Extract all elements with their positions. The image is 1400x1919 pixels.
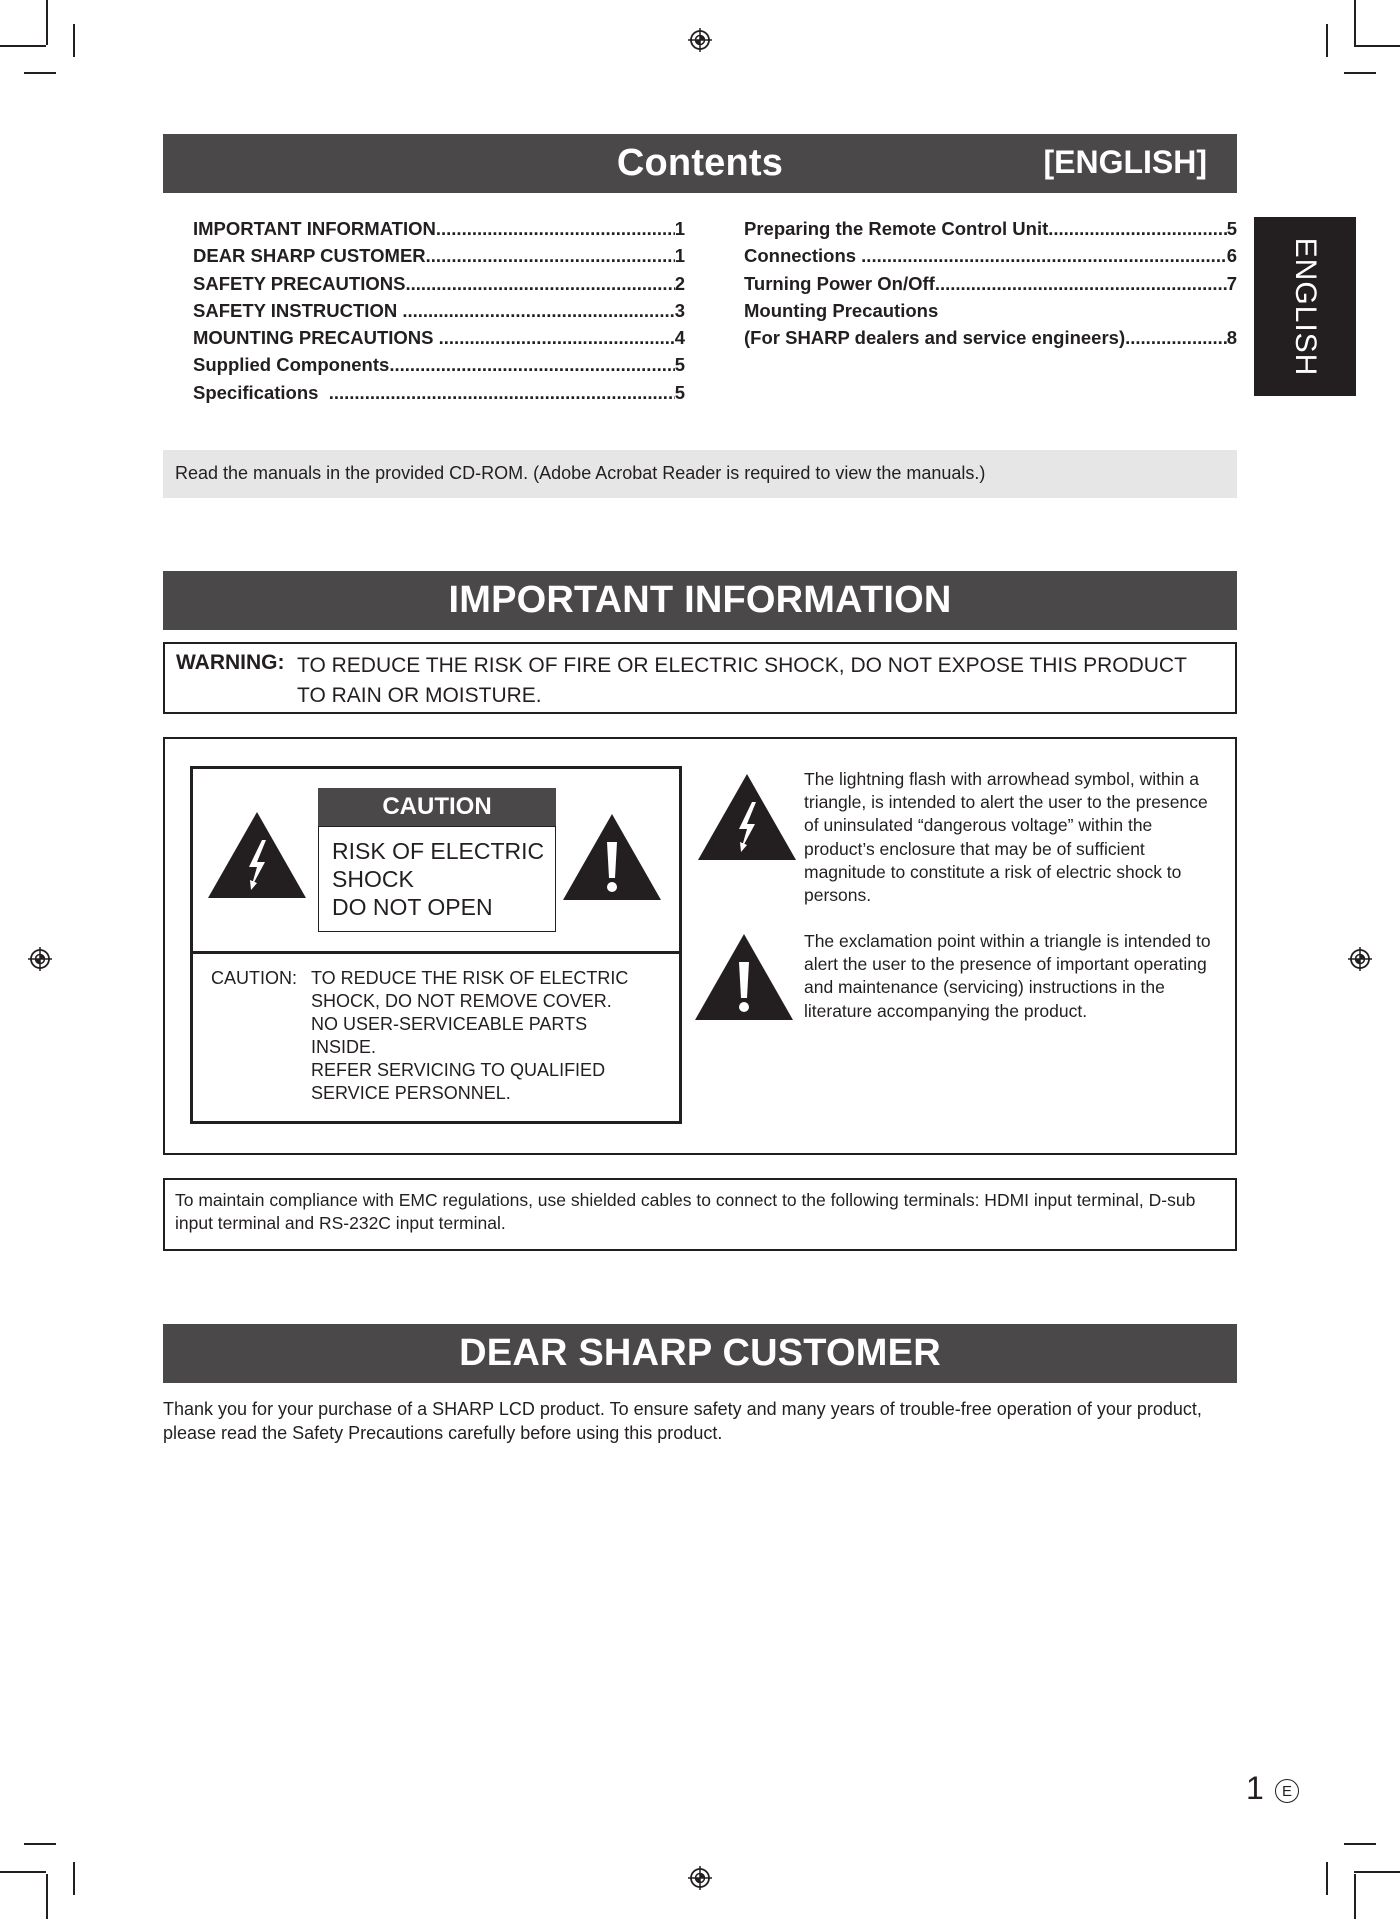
manual-note: Read the manuals in the provided CD-ROM. (Adobe Acrobat Reader is required to view the manuals.) — [163, 450, 1237, 498]
caution-note-line: TO REDUCE THE RISK OF ELECTRIC — [311, 968, 629, 988]
dear-customer-title: DEAR SHARP CUSTOMER — [459, 1332, 941, 1374]
registration-mark-icon — [688, 28, 712, 52]
toc-entry-title: Preparing the Remote Control Unit — [744, 218, 1049, 239]
toc-entry[interactable] — [744, 327, 1237, 354]
caution-note-line: SERVICE PERSONNEL. — [311, 1083, 511, 1103]
toc-leader — [439, 327, 675, 349]
crop-mark — [0, 45, 46, 47]
toc-entry[interactable] — [744, 273, 1237, 300]
toc-entry-title: MOUNTING PRECAUTIONS — [193, 327, 439, 349]
crop-mark — [1344, 1843, 1376, 1845]
registration-mark-icon — [28, 947, 52, 971]
toc-entry[interactable] — [744, 245, 1237, 272]
exclamation-triangle-icon — [693, 932, 795, 1022]
caution-heading: CAUTION — [318, 788, 556, 826]
page-language-mark: E — [1275, 1779, 1299, 1803]
caution-note-line: NO USER-SERVICEABLE PARTS — [311, 1014, 588, 1034]
caution-note-line: SHOCK, DO NOT REMOVE COVER. — [311, 991, 612, 1011]
toc-entry[interactable] — [744, 218, 1237, 245]
toc-entry-page: 5 — [1226, 218, 1237, 239]
important-information-header — [163, 571, 1237, 630]
toc-entry[interactable] — [193, 273, 685, 300]
toc-leader — [329, 382, 675, 404]
toc-entry-title: SAFETY INSTRUCTION — [193, 299, 403, 321]
toc-leader — [426, 245, 675, 267]
caution-divider — [190, 951, 682, 954]
toc-entry-page: 1 — [674, 218, 685, 239]
toc-entry[interactable] — [193, 300, 685, 327]
toc-entry-title: (For SHARP dealers and service engineers) — [744, 327, 1126, 349]
toc-entry-title: Specifications — [193, 381, 329, 403]
toc-entry-page: 5 — [674, 381, 685, 403]
toc-right-column — [744, 218, 1237, 354]
caution-line: RISK OF ELECTRIC — [332, 838, 545, 864]
toc-entry[interactable] — [193, 327, 685, 354]
toc-entry[interactable] — [744, 300, 1237, 327]
exclamation-symbol-description: The exclamation point within a triangle is intended to alert the user to the presence of important operating and maintenance (servicing) instructions in the literature accompanying the product. — [804, 931, 1211, 1021]
caution-note-label: CAUTION: — [211, 968, 298, 988]
page-number: 1 — [1246, 1770, 1264, 1806]
crop-mark — [1326, 24, 1328, 57]
toc-entry-title: Connections — [744, 245, 862, 267]
registration-mark-icon — [688, 1866, 712, 1890]
crop-mark — [73, 24, 75, 57]
toc-entry-page: 8 — [1226, 327, 1237, 349]
caution-line: DO NOT OPEN — [332, 894, 493, 920]
lightning-triangle-icon — [206, 810, 308, 900]
crop-mark — [1354, 1871, 1400, 1873]
toc-entry-title: DEAR SHARP CUSTOMER — [193, 245, 426, 267]
crop-mark — [1354, 0, 1356, 45]
crop-mark — [1354, 1874, 1356, 1919]
toc-entry[interactable] — [193, 218, 685, 245]
toc-leader — [402, 300, 674, 322]
toc-entry-page: 7 — [1226, 272, 1237, 294]
dear-customer-text: Thank you for your purchase of a SHARP LCD product. To ensure safety and many years of trouble-free operation of your product, please read the Safety Precautions carefully before using this product. — [163, 1399, 1202, 1443]
toc-entry-title: Mounting Precautions — [744, 299, 939, 321]
toc-entry-page: 6 — [1226, 245, 1237, 267]
exclamation-triangle-icon — [561, 812, 663, 902]
lightning-triangle-icon — [696, 772, 798, 862]
toc-leader — [436, 218, 675, 240]
crop-mark — [46, 0, 48, 45]
toc-entry-title: SAFETY PRECAUTIONS — [193, 272, 406, 294]
toc-leader — [935, 273, 1227, 295]
crop-mark — [24, 72, 56, 74]
toc-leader — [405, 273, 674, 295]
toc-entry-page: 5 — [674, 354, 685, 376]
language-side-tab-label: ENGLISH — [1289, 237, 1322, 377]
toc-leader — [861, 245, 1227, 267]
crop-mark — [1354, 45, 1400, 47]
language-label: [ENGLISH] — [1043, 144, 1207, 180]
toc-entry-page: 4 — [674, 327, 685, 349]
toc-entry-page: 3 — [674, 299, 685, 321]
toc-entry-title: IMPORTANT INFORMATION — [193, 218, 436, 239]
contents-title: Contents — [616, 142, 784, 184]
crop-mark — [1326, 1862, 1328, 1895]
registration-mark-icon — [1348, 947, 1372, 971]
dear-customer-header — [163, 1324, 1237, 1383]
caution-note-line: REFER SERVICING TO QUALIFIED — [311, 1060, 606, 1080]
caution-note-line: INSIDE. — [311, 1037, 377, 1057]
language-side-tab — [1254, 217, 1356, 396]
toc-left-column — [193, 218, 685, 409]
toc-entry[interactable] — [193, 382, 685, 409]
toc-leader — [389, 354, 674, 376]
caution-line: SHOCK — [332, 866, 414, 892]
crop-mark — [1344, 72, 1376, 74]
crop-mark — [73, 1862, 75, 1895]
crop-mark — [24, 1843, 56, 1845]
warning-text: TO REDUCE THE RISK OF FIRE OR ELECTRIC SHOCK, DO NOT EXPOSE THIS PRODUCT TO RAIN OR MOISTURE. — [297, 654, 1187, 707]
toc-entry-title: Turning Power On/Off — [744, 272, 935, 294]
toc-entry[interactable] — [193, 245, 685, 272]
toc-entry-page: 2 — [674, 272, 685, 294]
crop-mark — [46, 1874, 48, 1919]
toc-leader — [1048, 218, 1226, 240]
toc-entry[interactable] — [193, 354, 685, 381]
toc-entry-title: Supplied Components — [193, 354, 390, 376]
crop-mark — [0, 1871, 46, 1873]
caution-note-text — [311, 967, 671, 1105]
contents-header — [163, 134, 1237, 193]
emc-text: To maintain compliance with EMC regulations, use shielded cables to connect to the following terminals: HDMI input terminal, D-sub input terminal and RS-232C input terminal. — [175, 1190, 1196, 1233]
important-information-title: IMPORTANT INFORMATION — [448, 579, 952, 621]
toc-entry-page: 1 — [674, 245, 685, 267]
lightning-symbol-description: The lightning flash with arrowhead symbol, within a triangle, is intended to alert the user to the presence of uninsulated “dangerous voltage” within the product’s enclosure that may be of sufficient magnitude to constitute a risk of electric shock to persons. — [804, 769, 1208, 906]
warning-label: WARNING: — [176, 651, 285, 674]
toc-leader — [1125, 327, 1227, 349]
